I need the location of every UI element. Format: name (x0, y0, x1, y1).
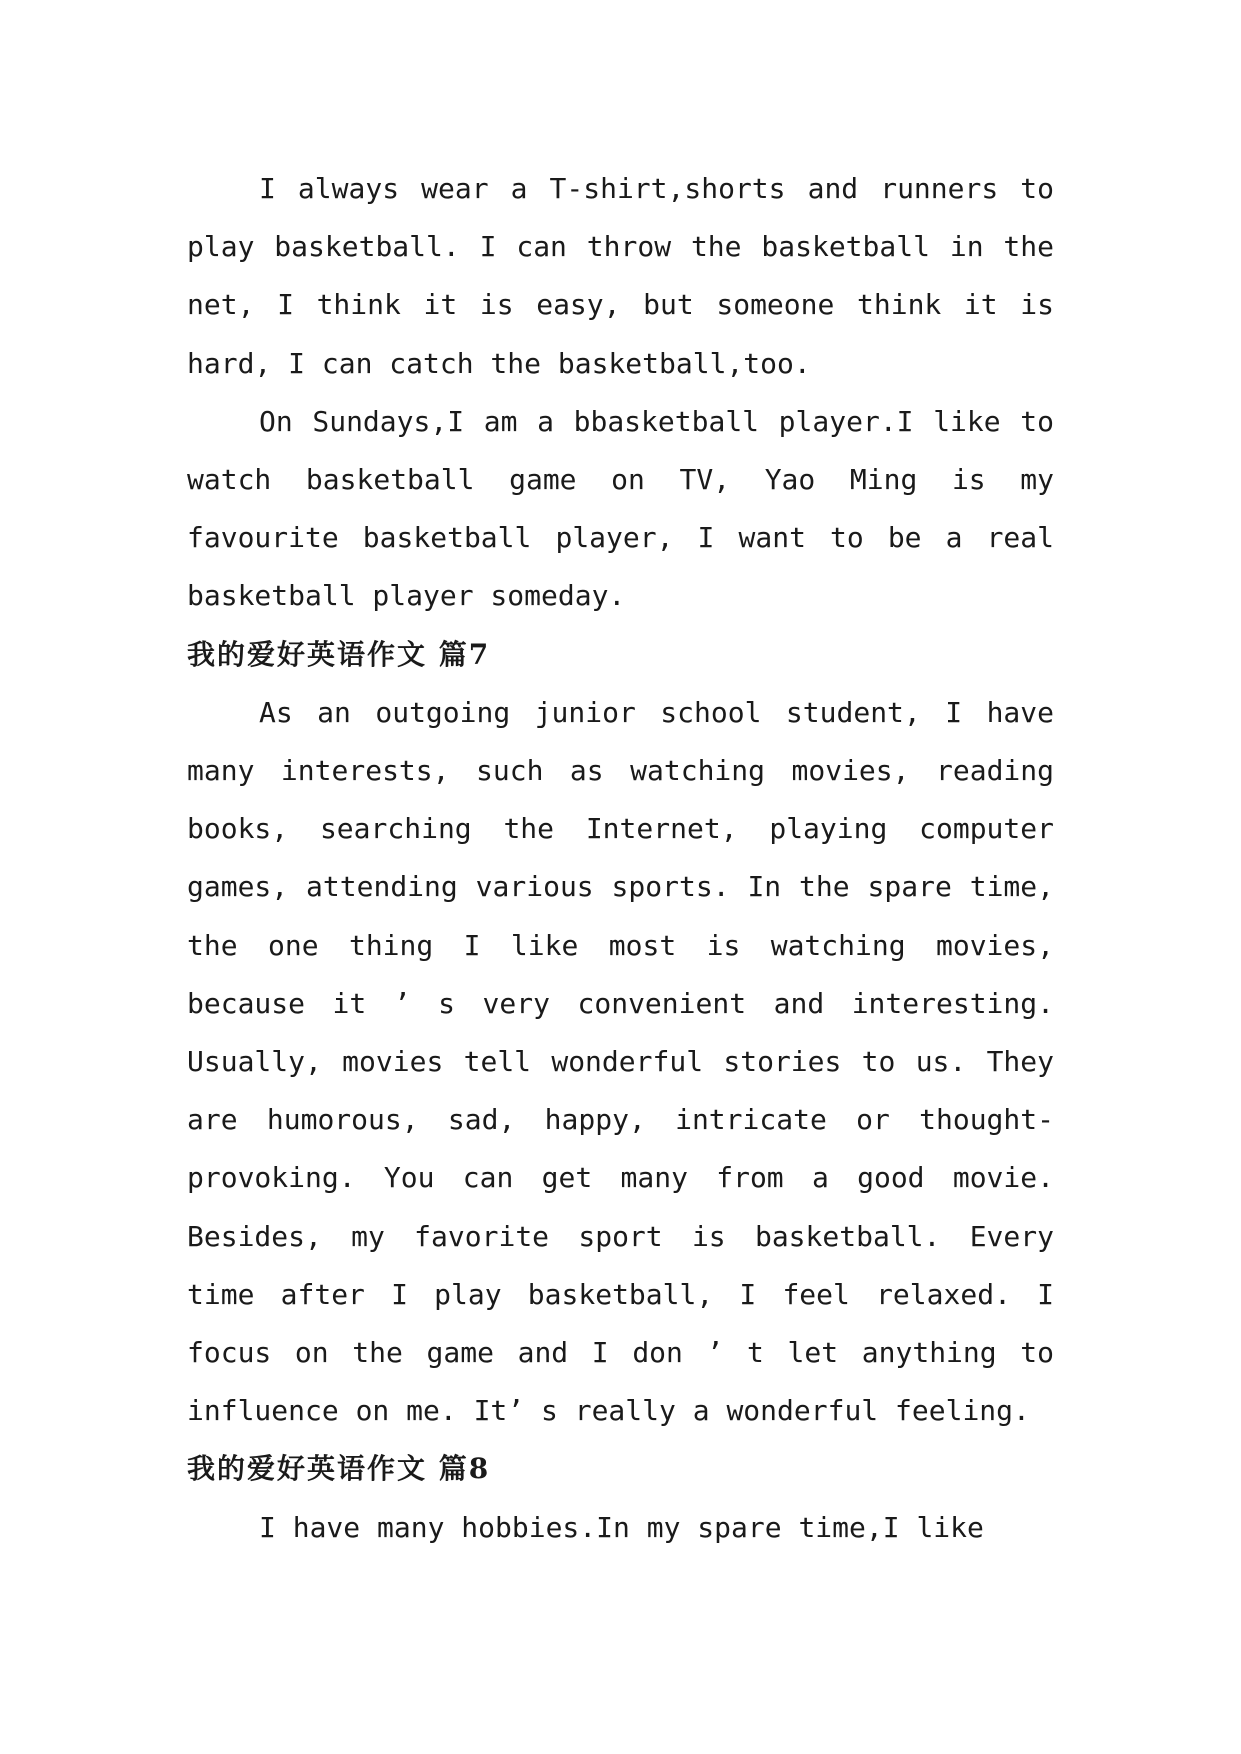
section-heading-7: 我的爱好英语作文 篇7 (187, 637, 491, 671)
document-body (187, 160, 1054, 1557)
paragraph-section-7: As an outgoing junior school student, I have many interests, such as watching movies, reading books, searching the Internet, playing computer games, attending various sports. In the spare time, the one thing I like most is watching movies, because it ’ s very convenient and interesting. Usually, movies tell wonderful stories to us. They are humorous, sad, happy, intricate or thought-provoking. You can get many from a good movie. Besides, my favorite sport is basketball. Every time after I play basketball, I feel relaxed. I focus on the game and I don ’ t let anything to influence on me. It’ s really a wonderful feeling. (187, 695, 1054, 1428)
section-heading-8: 我的爱好英语作文 篇8 (187, 1452, 491, 1486)
paragraph-section-8: I have many hobbies.In my spare time,I like (259, 1510, 984, 1544)
paragraph-basketball-gear: I always wear a T-shirt,shorts and runners to play basketball. I can throw the basketball in the net, I think it is easy, but someone think it is hard, I can catch the basketball,too. (187, 172, 1054, 380)
paragraph-sundays: On Sundays,I am a bbasketball player.I like to watch basketball game on TV, Yao Ming is my favourite basketball player, I want to be a real basketball player someday. (187, 404, 1054, 613)
